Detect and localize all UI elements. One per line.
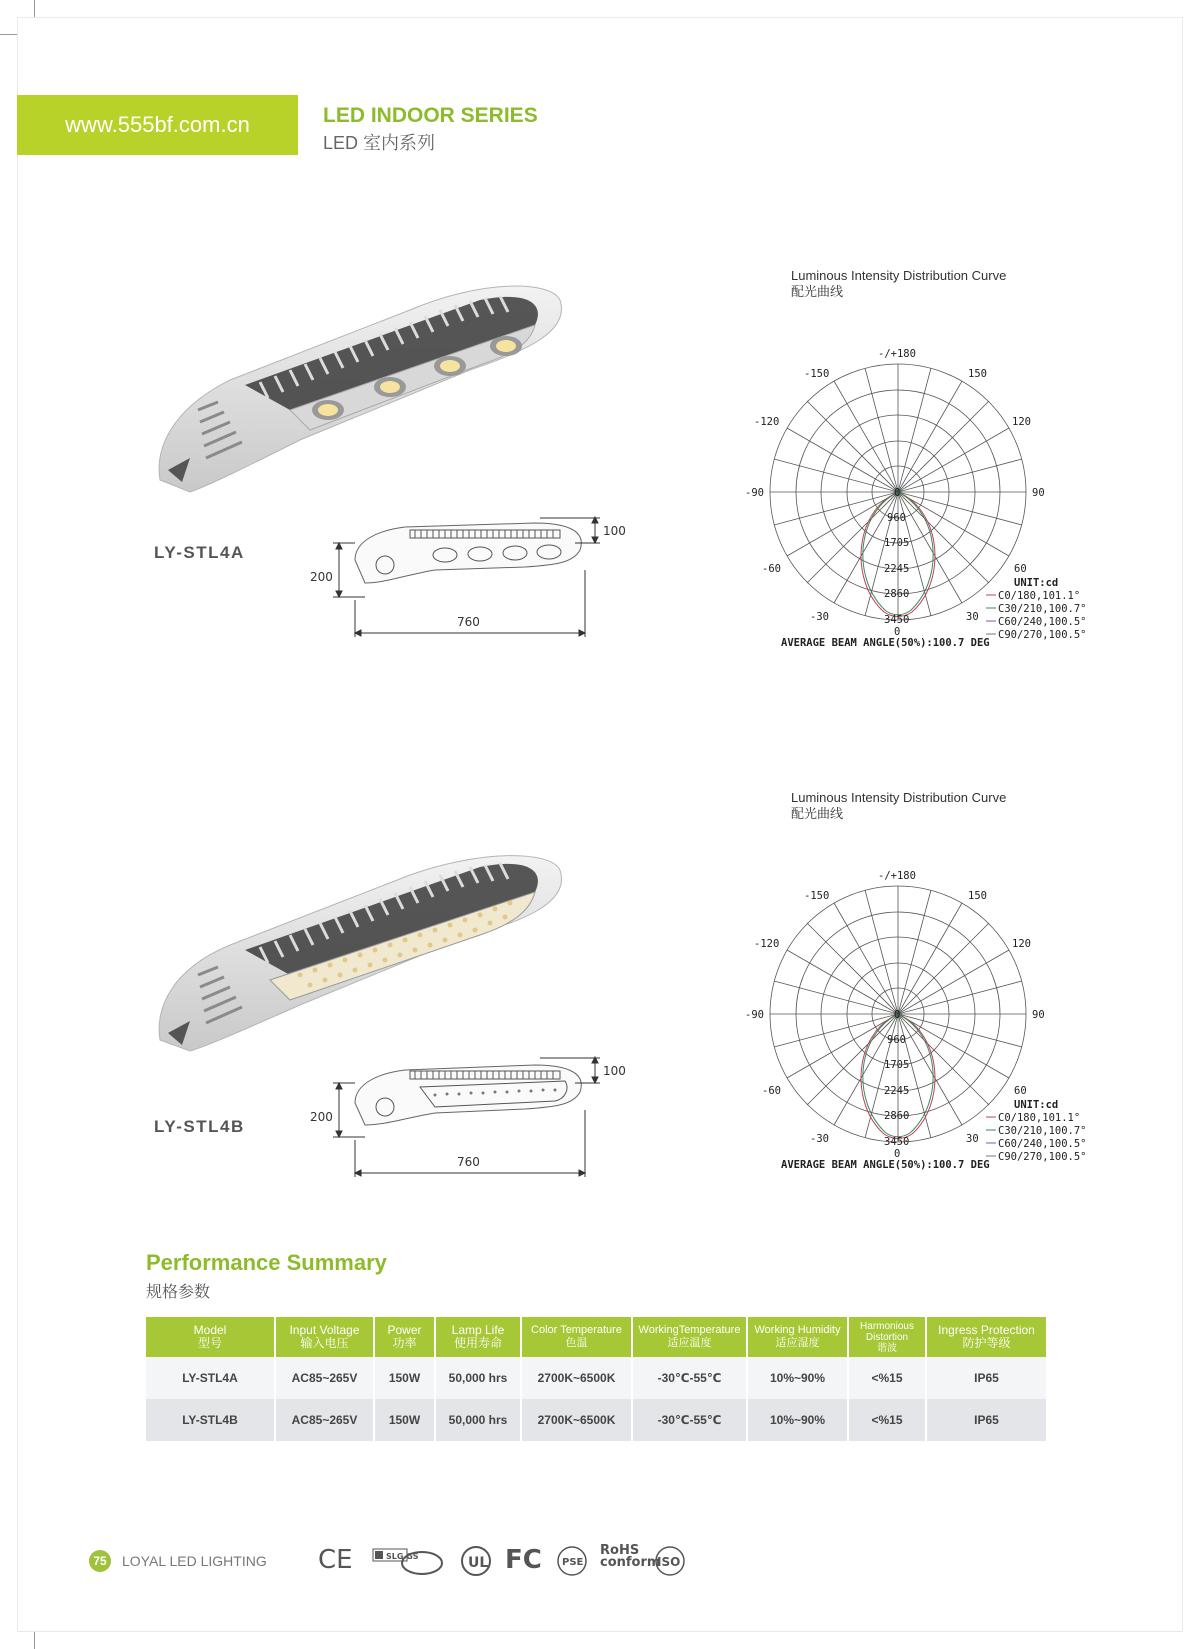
pse-mark-icon bbox=[556, 1545, 588, 1577]
page-number: 75 bbox=[93, 1554, 107, 1568]
angle-label: 120 bbox=[1012, 938, 1031, 950]
performance-title: Performance Summary bbox=[146, 1250, 387, 1275]
radial-label: 960 bbox=[887, 1034, 906, 1046]
beam-angle-note: AVERAGE BEAM ANGLE(50%):100.7 DEG bbox=[781, 637, 990, 649]
table-cell: 10%~90% bbox=[747, 1357, 848, 1399]
legend-entry: C0/180,101.1° bbox=[998, 590, 1081, 602]
table-cell: LY-STL4A bbox=[146, 1357, 275, 1399]
unit-label: UNIT:cd bbox=[1014, 577, 1059, 589]
column-header bbox=[521, 1317, 632, 1357]
curve-title bbox=[791, 790, 1006, 822]
column-header bbox=[275, 1317, 374, 1357]
curve-title-en: Luminous Intensity Distribution Curve bbox=[791, 268, 1007, 283]
column-header bbox=[435, 1317, 521, 1357]
angle-label: -30 bbox=[810, 1133, 829, 1145]
table-cell: -30℃-55℃ bbox=[632, 1399, 747, 1441]
angle-label: 0 bbox=[894, 626, 901, 638]
angle-label: 90 bbox=[1032, 487, 1045, 499]
series-subtitle: LED 室内系列 bbox=[323, 133, 436, 153]
angle-label: 120 bbox=[1012, 416, 1031, 428]
column-header-cn: 功率 bbox=[392, 1336, 417, 1350]
angle-label: 150 bbox=[968, 368, 987, 380]
table-cell: AC85~265V bbox=[275, 1399, 374, 1441]
column-header-en: Lamp Life bbox=[451, 1323, 505, 1337]
dim-length: 760 bbox=[457, 1155, 480, 1169]
dim-depth: 100 bbox=[603, 1064, 626, 1078]
legend-entry: C60/240,100.5° bbox=[998, 616, 1087, 628]
dim-height: 200 bbox=[310, 570, 333, 584]
slg-gs-mark-text: SLG GS bbox=[386, 1552, 419, 1561]
angle-label: 150 bbox=[968, 890, 987, 902]
column-header-cn: 色温 bbox=[565, 1337, 588, 1349]
dim-height: 200 bbox=[310, 1110, 333, 1124]
table-cell: 50,000 hrs bbox=[435, 1357, 521, 1399]
column-header bbox=[926, 1317, 1047, 1357]
table-cell: AC85~265V bbox=[275, 1357, 374, 1399]
dimension-drawing-stl4b bbox=[310, 1055, 635, 1180]
column-header-en: Color Temperature bbox=[531, 1324, 622, 1336]
rohs-mark-icon: RoHS conform bbox=[600, 1543, 661, 1570]
table-cell: IP65 bbox=[926, 1399, 1047, 1441]
column-header-cn: 适应温度 bbox=[667, 1337, 712, 1349]
table-cell: <%15 bbox=[848, 1399, 926, 1441]
ce-mark-icon: CE bbox=[318, 1545, 353, 1575]
dimension-drawing-stl4a bbox=[310, 515, 635, 640]
radial-label: 0 bbox=[894, 1009, 901, 1021]
product-photo-stl4a bbox=[150, 270, 570, 500]
column-header-cn: 型号 bbox=[197, 1336, 222, 1350]
angle-label: -/+180 bbox=[878, 348, 916, 360]
legend-entry: C90/270,100.5° bbox=[998, 1151, 1087, 1163]
column-header-en: Ingress Protection bbox=[938, 1323, 1035, 1337]
unit-label: UNIT:cd bbox=[1014, 1099, 1059, 1111]
series-title: LED INDOOR SERIES bbox=[323, 104, 538, 127]
curve-title-cn: 配光曲线 bbox=[791, 284, 844, 299]
column-header-cn: 谐波 bbox=[877, 1342, 897, 1354]
angle-label: -120 bbox=[754, 938, 780, 950]
performance-table bbox=[146, 1317, 1048, 1441]
column-header bbox=[146, 1317, 275, 1357]
radial-label: 3450 bbox=[884, 1136, 910, 1148]
table-header-row bbox=[146, 1317, 1047, 1357]
polar-chart-stl4a bbox=[740, 345, 1100, 645]
footer-brand: LOYAL LED LIGHTING bbox=[122, 1553, 267, 1569]
ul-mark-text: UL bbox=[468, 1555, 489, 1571]
curve-title bbox=[791, 268, 1006, 300]
column-header-cn: 适应湿度 bbox=[775, 1337, 820, 1349]
column-header-en: WorkingTemperature bbox=[638, 1324, 741, 1336]
column-header-en: Harmonious Distortion bbox=[860, 1320, 914, 1343]
column-header bbox=[747, 1317, 848, 1357]
angle-label: -150 bbox=[804, 890, 830, 902]
angle-label: 60 bbox=[1014, 1085, 1027, 1097]
legend-entry: C30/210,100.7° bbox=[998, 603, 1087, 615]
radial-label: 2860 bbox=[884, 1110, 910, 1122]
model-label: LY-STL4A bbox=[154, 543, 245, 562]
table-cell: 150W bbox=[374, 1357, 435, 1399]
beam-angle-note: AVERAGE BEAM ANGLE(50%):100.7 DEG bbox=[781, 1159, 990, 1171]
column-header-en: Power bbox=[387, 1323, 422, 1337]
iso-mark-text: ISO bbox=[657, 1555, 681, 1569]
page-number-badge bbox=[89, 1550, 111, 1572]
radial-label: 2860 bbox=[884, 588, 910, 600]
table-cell: LY-STL4B bbox=[146, 1399, 275, 1441]
performance-subtitle: 规格参数 bbox=[146, 1284, 211, 1301]
table-row bbox=[146, 1357, 1047, 1399]
curve-title-en: Luminous Intensity Distribution Curve bbox=[791, 790, 1007, 805]
radial-label: 2245 bbox=[884, 1085, 910, 1097]
angle-label: 30 bbox=[966, 611, 979, 623]
table-cell: -30℃-55℃ bbox=[632, 1357, 747, 1399]
angle-label: -90 bbox=[745, 487, 764, 499]
polar-chart-stl4b bbox=[740, 867, 1100, 1167]
table-cell: 10%~90% bbox=[747, 1399, 848, 1441]
slg-gs-mark-icon bbox=[372, 1545, 444, 1575]
curve-title-cn: 配光曲线 bbox=[791, 806, 844, 821]
legend-entry: C0/180,101.1° bbox=[998, 1112, 1081, 1124]
angle-label: 60 bbox=[1014, 563, 1027, 575]
radial-label: 1705 bbox=[884, 1059, 910, 1071]
table-cell: 2700K~6500K bbox=[521, 1399, 632, 1441]
column-header bbox=[374, 1317, 435, 1357]
legend-entry: C30/210,100.7° bbox=[998, 1125, 1087, 1137]
dim-depth: 100 bbox=[603, 524, 626, 538]
legend-entry: C90/270,100.5° bbox=[998, 629, 1087, 641]
iso-mark-icon bbox=[653, 1545, 687, 1577]
crop-mark bbox=[34, 1632, 35, 1649]
column-header bbox=[632, 1317, 747, 1357]
column-header-cn: 防护等级 bbox=[962, 1336, 1011, 1350]
angle-label: -/+180 bbox=[878, 870, 916, 882]
column-header-en: Input Voltage bbox=[289, 1323, 360, 1337]
angle-label: -30 bbox=[810, 611, 829, 623]
radial-label: 0 bbox=[894, 487, 901, 499]
angle-label: -150 bbox=[804, 368, 830, 380]
angle-label: -120 bbox=[754, 416, 780, 428]
angle-label: -60 bbox=[762, 1085, 781, 1097]
dim-length: 760 bbox=[457, 615, 480, 629]
angle-label: -90 bbox=[745, 1009, 764, 1021]
column-header-cn: 使用寿命 bbox=[453, 1336, 502, 1350]
radial-label: 1705 bbox=[884, 537, 910, 549]
radial-label: 3450 bbox=[884, 614, 910, 626]
radial-label: 960 bbox=[887, 512, 906, 524]
angle-label: 0 bbox=[894, 1148, 901, 1160]
radial-label: 2245 bbox=[884, 563, 910, 575]
website-banner[interactable] bbox=[17, 95, 298, 155]
table-cell: 150W bbox=[374, 1399, 435, 1441]
table-cell: 2700K~6500K bbox=[521, 1357, 632, 1399]
table-row bbox=[146, 1399, 1047, 1441]
crop-mark bbox=[0, 34, 17, 35]
crop-mark bbox=[34, 0, 35, 17]
column-header-en: Model bbox=[193, 1323, 227, 1337]
column-header bbox=[848, 1317, 926, 1357]
angle-label: 30 bbox=[966, 1133, 979, 1145]
legend-entry: C60/240,100.5° bbox=[998, 1138, 1087, 1150]
table-cell: 50,000 hrs bbox=[435, 1399, 521, 1441]
website-url[interactable]: www.555bf.com.cn bbox=[65, 112, 250, 137]
angle-label: -60 bbox=[762, 563, 781, 575]
column-header-en: Working Humidity bbox=[754, 1324, 841, 1336]
table-cell: IP65 bbox=[926, 1357, 1047, 1399]
column-header-cn: 输入电压 bbox=[300, 1336, 349, 1350]
fcc-mark-icon: FC bbox=[505, 1545, 542, 1575]
product-photo-stl4b bbox=[150, 845, 570, 1055]
angle-label: 90 bbox=[1032, 1009, 1045, 1021]
pse-mark-text: PSE bbox=[562, 1557, 584, 1568]
table-cell: <%15 bbox=[848, 1357, 926, 1399]
ul-mark-icon bbox=[460, 1545, 492, 1577]
model-label: LY-STL4B bbox=[154, 1117, 245, 1136]
